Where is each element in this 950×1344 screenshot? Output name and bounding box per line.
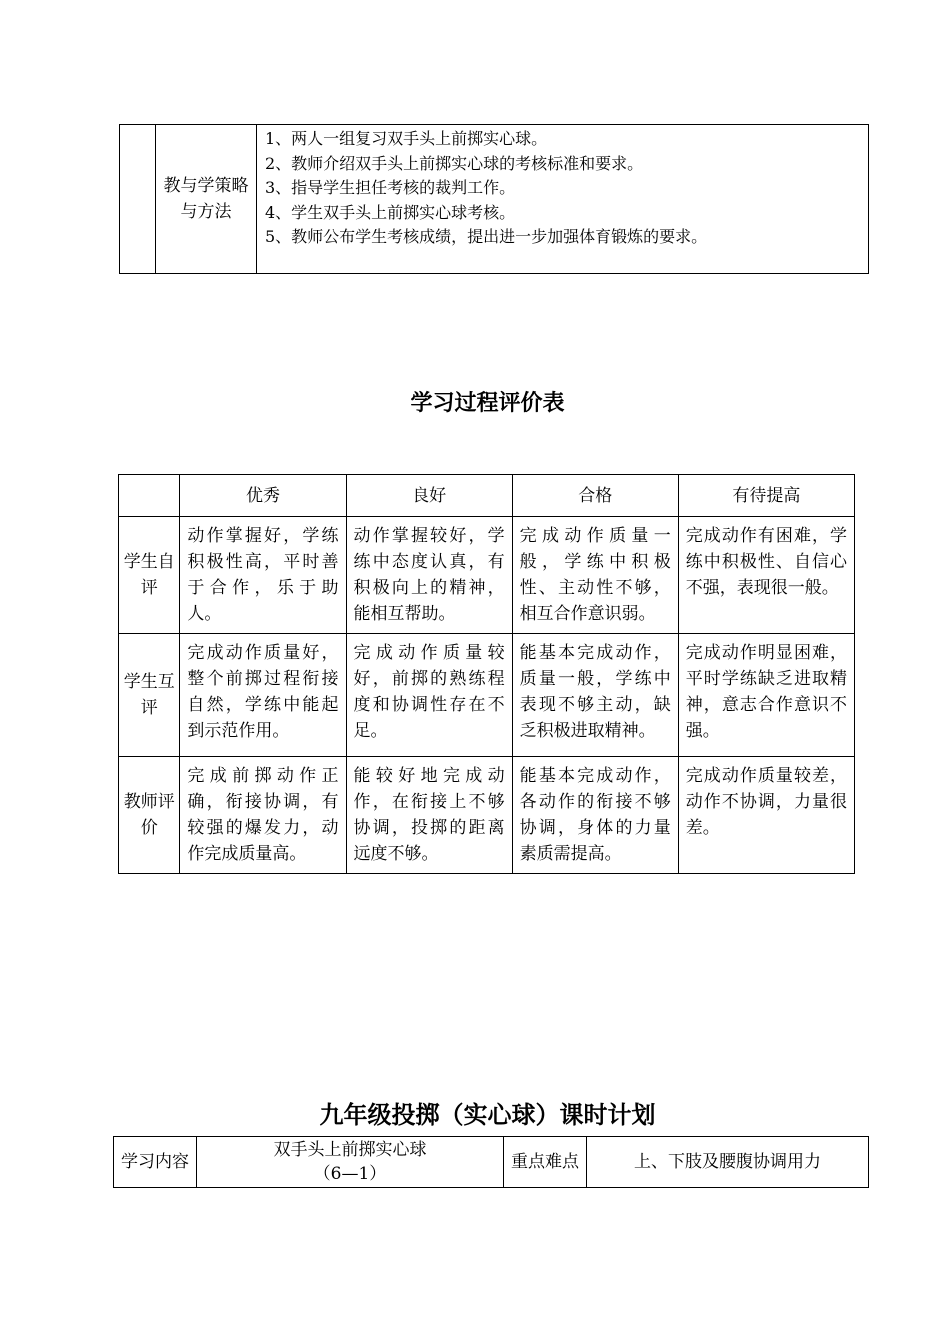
header-good: 良好	[346, 475, 512, 517]
table-cell: 能基本完成动作，各动作的衔接不够协调，身体的力量素质需提高。	[512, 757, 678, 874]
table-row	[119, 517, 855, 634]
strategy-steps	[257, 125, 869, 274]
strategy-blank-cell	[120, 125, 156, 274]
header-needs-improvement: 有待提高	[678, 475, 854, 517]
strategy-step: 1、两人一组复习双手头上前掷实心球。	[265, 129, 548, 148]
table-row	[119, 757, 855, 874]
header-excellent: 优秀	[180, 475, 346, 517]
strategy-step: 5、教师公布学生考核成绩，提出进一步加强体育锻炼的要求。	[265, 227, 708, 246]
table-cell: 完成前掷动作正确，衔接协调，有较强的爆发力，动作完成质量高。	[180, 757, 346, 874]
lesson-plan-title: 九年级投掷（实心球）课时计划	[319, 1101, 656, 1129]
row-label-self: 学生自评	[119, 517, 180, 634]
table-cell: 完成动作质量较好，前掷的熟练程度和协调性存在不足。	[346, 634, 512, 757]
strategy-step: 2、教师介绍双手头上前掷实心球的考核标准和要求。	[265, 153, 644, 173]
strategy-step: 3、指导学生担任考核的裁判工作。	[265, 178, 516, 197]
table-cell: 动作掌握较好，学练中态度认真，有积极向上的精神，能相互帮助。	[346, 517, 512, 634]
strategy-label: 教与学策略与方法	[156, 125, 257, 274]
table-row	[119, 634, 855, 757]
strategy-step: 4、学生双手头上前掷实心球考核。	[265, 202, 516, 222]
key-label: 重点难点	[504, 1137, 587, 1188]
evaluation-table	[118, 474, 855, 874]
table-cell: 完成动作质量较差，动作不协调，力量很差。	[678, 757, 854, 874]
table-cell: 完成动作明显困难，平时学练缺乏进取精神，意志合作意识不强。	[678, 634, 854, 757]
lesson-plan-table	[113, 1136, 869, 1188]
content-sub: （6—1）	[313, 1164, 387, 1184]
header-corner-cell	[119, 475, 180, 517]
table-cell: 能较好地完成动作，在衔接上不够协调，投掷的距离远度不够。	[346, 757, 512, 874]
row-label-peer: 学生互评	[119, 634, 180, 757]
row-label-teacher: 教师评价	[119, 757, 180, 874]
table-cell: 完成动作质量一般，学练中积极性、主动性不够，相互合作意识弱。	[512, 517, 678, 634]
table-cell: 完成动作质量好，整个前掷过程衔接自然，学练中能起到示范作用。	[180, 634, 346, 757]
table-cell: 动作掌握好，学练积极性高，平时善于合作，乐于助人。	[180, 517, 346, 634]
content-label: 学习内容	[114, 1137, 197, 1188]
evaluation-header-row	[119, 475, 855, 517]
strategy-table	[119, 124, 869, 274]
evaluation-title: 学习过程评价表	[410, 391, 565, 416]
header-pass: 合格	[512, 475, 678, 517]
table-cell: 能基本完成动作，质量一般，学练中表现不够主动，缺乏积极进取精神。	[512, 634, 678, 757]
table-cell: 完成动作有困难，学练中积极性、自信心不强，表现很一般。	[678, 517, 854, 634]
key-value: 上、下肢及腰腹协调用力	[587, 1137, 869, 1188]
content-value-cell	[197, 1137, 504, 1188]
content-value: 双手头上前掷实心球	[273, 1140, 427, 1160]
